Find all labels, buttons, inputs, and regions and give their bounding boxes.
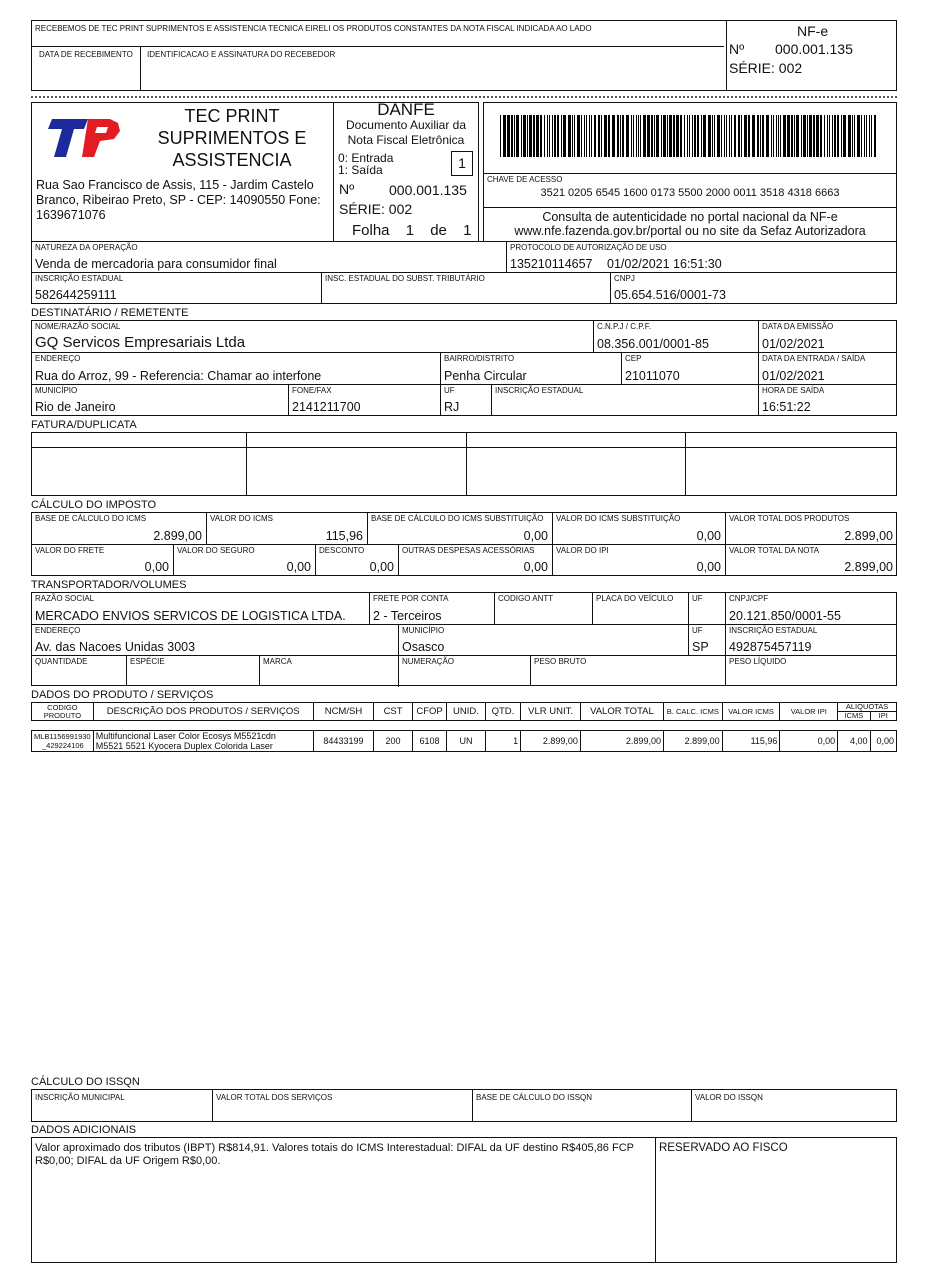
section-invoice: FATURA/DUPLICATA bbox=[31, 419, 137, 431]
barcode-bar bbox=[869, 115, 870, 157]
barcode-bar bbox=[673, 115, 675, 157]
barcode-bar bbox=[697, 115, 699, 157]
barcode-bar bbox=[631, 115, 632, 157]
barcode-bar bbox=[692, 115, 693, 157]
barcode-bar bbox=[778, 115, 779, 157]
barcode-bar bbox=[757, 115, 759, 157]
barcode-bar bbox=[714, 115, 715, 157]
authorization-protocol: PROTOCOLO DE AUTORIZAÇÃO DE USO 135210114657 01/02/2021 16:51:30 bbox=[510, 243, 722, 271]
barcode-bar bbox=[837, 115, 839, 157]
barcode-bar bbox=[760, 115, 761, 157]
barcode-bar bbox=[608, 115, 610, 157]
barcode-bar bbox=[701, 115, 702, 157]
barcode-bar bbox=[809, 115, 812, 157]
recipient-block: NOME/RAZÃO SOCIAL GQ Servicos Empresariais Ltda C.N.P.J / C.P.F. 08.356.001/0001-85 DATA DA EMISSÃO 01/02/2021 ENDEREÇO Rua do Arroz, 99 - Referencia: Chamar ao interfone BAIRRO/DISTRITO Penha Circular CEP 21011070 DATA DA ENTRADA / SAÍDA 01/02/2021 MUNICÍPIO Rio de Janeiro FONE/FAX 2141211700 UF RJ INSCRIÇÃO ESTADUAL HORA DE SAÍDA 16:51:22 bbox=[31, 320, 897, 416]
barcode-bar bbox=[594, 115, 596, 157]
barcode-bar bbox=[544, 115, 545, 157]
barcode-bar bbox=[820, 115, 822, 157]
barcode-bar bbox=[848, 115, 851, 157]
barcode-bar bbox=[748, 115, 750, 157]
additional-block bbox=[31, 1137, 897, 1263]
barcode-bar bbox=[827, 115, 828, 157]
registration-row: INSCRIÇÃO ESTADUAL 582644259111 INSC. ESTADUAL DO SUBST. TRIBUTÁRIO CNPJ 05.654.516/0001-73 bbox=[31, 272, 897, 304]
barcode-bar bbox=[680, 115, 682, 157]
barcode-bar bbox=[554, 115, 556, 157]
barcode-bar bbox=[503, 115, 506, 157]
danfe-block: DANFE Documento Auxiliar da Nota Fiscal Eletrônica 0: Entrada 1: Saída 1 Nº 000.001.135 SÉRIE: 002 Folha 1 de 1 bbox=[333, 102, 479, 242]
barcode-bar bbox=[854, 115, 855, 157]
barcode-bar bbox=[734, 115, 736, 157]
barcode-bar bbox=[807, 115, 808, 157]
page-counter: Folha 1 de 1 bbox=[352, 222, 472, 239]
barcode-bar bbox=[654, 115, 655, 157]
company-logo bbox=[44, 113, 124, 161]
barcode-bar bbox=[871, 115, 872, 157]
section-products: DADOS DO PRODUTO / SERVIÇOS bbox=[31, 689, 214, 701]
barcode-bar bbox=[568, 115, 571, 157]
barcode-bar bbox=[771, 115, 772, 157]
reserved-fiscal: RESERVADO AO FISCO bbox=[659, 1142, 788, 1154]
products-header: CODIGO PRODUTO DESCRIÇÃO DOS PRODUTOS / SERVIÇOS NCM/SH CST CFOP UNID. QTD. VLR UNIT. VALOR TOTAL B. CALC. ICMS VALOR ICMS VALOR IPI ALIQUOTAS ICMS IPI bbox=[32, 703, 897, 721]
barcode-bar bbox=[694, 115, 696, 157]
barcode-bar bbox=[604, 115, 607, 157]
barcode-bar bbox=[708, 115, 711, 157]
barcode-bar bbox=[801, 115, 802, 157]
barcode-bar bbox=[684, 115, 685, 157]
operation-row bbox=[31, 241, 897, 273]
danfe-title: DANFE bbox=[377, 100, 435, 119]
barcode-bar bbox=[857, 115, 860, 157]
barcode-bar bbox=[643, 115, 646, 157]
barcode-bar bbox=[581, 115, 582, 157]
barcode bbox=[500, 115, 880, 157]
barcode-bar bbox=[656, 115, 659, 157]
barcode-bar bbox=[536, 115, 539, 157]
barcode-bar bbox=[729, 115, 730, 157]
barcode-bar bbox=[589, 115, 590, 157]
barcode-bar bbox=[636, 115, 637, 157]
barcode-bar bbox=[829, 115, 830, 157]
barcode-bar bbox=[516, 115, 519, 157]
barcode-bar bbox=[577, 115, 580, 157]
barcode-bar bbox=[724, 115, 725, 157]
barcode-bar bbox=[832, 115, 833, 157]
barcode-bar bbox=[617, 115, 619, 157]
barcode-bar bbox=[744, 115, 747, 157]
receipt-text: RECEBEMOS DE TEC PRINT SUPRIMENTOS E ASSISTENCIA TECNICA EIRELI OS PRODUTOS CONSTANTES DA NOTA FISCAL INDICADA AO LADO bbox=[35, 24, 592, 33]
barcode-bar bbox=[687, 115, 688, 157]
carrier-block: RAZÃO SOCIAL MERCADO ENVIOS SERVICOS DE LOGISTICA LTDA. FRETE POR CONTA 2 - Terceiros CODIGO ANTT PLACA DO VEÍCULO UF CNPJ/CPF 20.121.850/0001-55 ENDEREÇO Av. das Nacoes Unidas 3003 MUNICÍPIO Osasco UF SP INSCRIÇÃO ESTADUAL 492875457119 QUANTIDADE ESPÉCIE MARCA NUMERAÇÃO PESO BRUTO PESO LÍQUIDO bbox=[31, 592, 897, 686]
barcode-bar bbox=[598, 115, 600, 157]
barcode-bar bbox=[533, 115, 535, 157]
barcode-bar bbox=[866, 115, 867, 157]
barcode-bar bbox=[584, 115, 585, 157]
barcode-bar bbox=[547, 115, 548, 157]
company-address: Rua Sao Francisco de Assis, 115 - Jardim Castelo Branco, Ribeirao Preto, SP - CEP: 14090550 Fone: 1639671076 bbox=[36, 178, 321, 222]
barcode-bar bbox=[783, 115, 786, 157]
barcode-bar bbox=[752, 115, 755, 157]
products-table bbox=[31, 702, 897, 752]
barcode-bar bbox=[574, 115, 575, 157]
barcode-bar bbox=[527, 115, 528, 157]
barcode-bar bbox=[689, 115, 690, 157]
company-name: TEC PRINT SUPRIMENTOS E ASSISTENCIA bbox=[157, 106, 307, 170]
barcode-bar bbox=[834, 115, 836, 157]
barcode-bar bbox=[591, 115, 592, 157]
barcode-bar bbox=[507, 115, 510, 157]
barcode-bar bbox=[741, 115, 742, 157]
section-issqn: CÁLCULO DO ISSQN bbox=[31, 1076, 140, 1088]
barcode-bar bbox=[726, 115, 727, 157]
barcode-bar bbox=[561, 115, 562, 157]
tax-block: BASE DE CÁLCULO DO ICMS 2.899,00 VALOR DO ICMS 115,96 BASE DE CÁLCULO DO ICMS SUBSTITUIÇÃO 0,00 VALOR DO ICMS SUBSTITUIÇÃO 0,00 VALOR TOTAL DOS PRODUTOS 2.899,00 VALOR DO FRETE 0,00 VALOR DO SEGURO 0,00 DESCONTO 0,00 OUTRAS DESPESAS ACESSÓRIAS 0,00 VALOR DO IPI 0,00 VALOR TOTAL DA NOTA 2.899,00 bbox=[31, 512, 897, 576]
barcode-bar bbox=[762, 115, 764, 157]
barcode-bar bbox=[773, 115, 774, 157]
barcode-bar bbox=[647, 115, 650, 157]
barcode-bar bbox=[787, 115, 790, 157]
section-tax: CÁLCULO DO IMPOSTO bbox=[31, 499, 157, 511]
barcode-bar bbox=[638, 115, 639, 157]
barcode-bar bbox=[521, 115, 522, 157]
barcode-bar bbox=[874, 115, 876, 157]
access-key: 3521 0205 6545 1600 0173 5500 2000 0011 3518 4318 6663 bbox=[540, 187, 840, 199]
barcode-bar bbox=[824, 115, 825, 157]
barcode-bar bbox=[721, 115, 722, 157]
barcode-bar bbox=[633, 115, 634, 157]
barcode-bar bbox=[864, 115, 865, 157]
barcode-bar bbox=[816, 115, 819, 157]
barcode-bar bbox=[669, 115, 672, 157]
barcode-bar bbox=[852, 115, 853, 157]
barcode-bar bbox=[703, 115, 706, 157]
section-carrier: TRANSPORTADOR/VOLUMES bbox=[31, 579, 187, 591]
barcode-bar bbox=[766, 115, 769, 157]
barcode-bar bbox=[622, 115, 624, 157]
table-row: MLB1156991930 _429224106 Multifuncional Laser Color Ecosys M5521cdn M5521 5521 Kyocera Duplex Colorida Laser 84433199 200 6108 UN 1 2.899,00 2.899,00 2.899,00 115,96 0,00 4,00 0,00 bbox=[32, 731, 897, 752]
barcode-bar bbox=[661, 115, 662, 157]
access-key-block: CHAVE DE ACESSO 3521 0205 6545 1600 0173 5500 2000 0011 3518 4318 6663 Consulta de autenticidade no portal nacional da NF-e www.nfe.fazenda.gov.br/portal ou no site da Sefaz Autorizadora bbox=[483, 102, 897, 242]
barcode-bar bbox=[712, 115, 713, 157]
additional-info-text: Valor aproximado dos tributos (IBPT) R$814,91. Valores totais do ICMS Interestadual: DIFAL da UF destino R$405,86 FCP R$0,00; DIFAL da UF Origem R$0,00. bbox=[35, 1142, 634, 1167]
barcode-bar bbox=[511, 115, 513, 157]
invoice-block bbox=[31, 432, 897, 496]
emitter-block bbox=[31, 102, 334, 242]
receipt-stub bbox=[31, 20, 897, 91]
barcode-bar bbox=[780, 115, 781, 157]
barcode-bar bbox=[523, 115, 526, 157]
barcode-bar bbox=[514, 115, 515, 157]
section-additional: DADOS ADICIONAIS bbox=[31, 1124, 137, 1136]
barcode-bar bbox=[803, 115, 806, 157]
barcode-bar bbox=[841, 115, 842, 157]
barcode-bar bbox=[626, 115, 629, 157]
barcode-bar bbox=[676, 115, 679, 157]
barcode-bar bbox=[549, 115, 550, 157]
barcode-bar bbox=[861, 115, 862, 157]
barcode-bar bbox=[601, 115, 602, 157]
barcode-bar bbox=[620, 115, 621, 157]
issqn-block: INSCRIÇÃO MUNICIPAL VALOR TOTAL DOS SERVIÇOS BASE DE CÁLCULO DO ISSQN VALOR DO ISSQN bbox=[31, 1089, 897, 1122]
cut-line bbox=[31, 96, 897, 98]
operation-type-box: 1 bbox=[451, 151, 473, 176]
barcode-bar bbox=[557, 115, 559, 157]
receipt-date-field: DATA DE RECEBIMENTO bbox=[39, 50, 133, 59]
barcode-bar bbox=[667, 115, 668, 157]
barcode-bar bbox=[738, 115, 740, 157]
barcode-bar bbox=[651, 115, 653, 157]
barcode-bar bbox=[563, 115, 566, 157]
barcode-bar bbox=[731, 115, 732, 157]
barcode-bar bbox=[586, 115, 587, 157]
barcode-bar bbox=[717, 115, 720, 157]
barcode-bar bbox=[500, 115, 501, 157]
barcode-bar bbox=[612, 115, 615, 157]
receipt-signature-field: IDENTIFICACAO E ASSINATURA DO RECEBEDOR bbox=[147, 50, 336, 59]
barcode-bar bbox=[552, 115, 553, 157]
barcode-bar bbox=[640, 115, 641, 157]
barcode-bar bbox=[794, 115, 795, 157]
barcode-bar bbox=[791, 115, 793, 157]
section-recipient: DESTINATÁRIO / REMETENTE bbox=[31, 307, 189, 319]
barcode-bar bbox=[572, 115, 573, 157]
operation-nature: NATUREZA DA OPERAÇÃO Venda de mercadoria para consumidor final bbox=[35, 243, 277, 271]
barcode-bar bbox=[663, 115, 666, 157]
barcode-bar bbox=[843, 115, 846, 157]
receipt-nfe-number: NF-e Nº 000.001.135 SÉRIE: 002 bbox=[729, 23, 853, 76]
barcode-bar bbox=[776, 115, 777, 157]
barcode-bar bbox=[529, 115, 532, 157]
barcode-bar bbox=[813, 115, 815, 157]
barcode-bar bbox=[796, 115, 799, 157]
barcode-bar bbox=[540, 115, 542, 157]
